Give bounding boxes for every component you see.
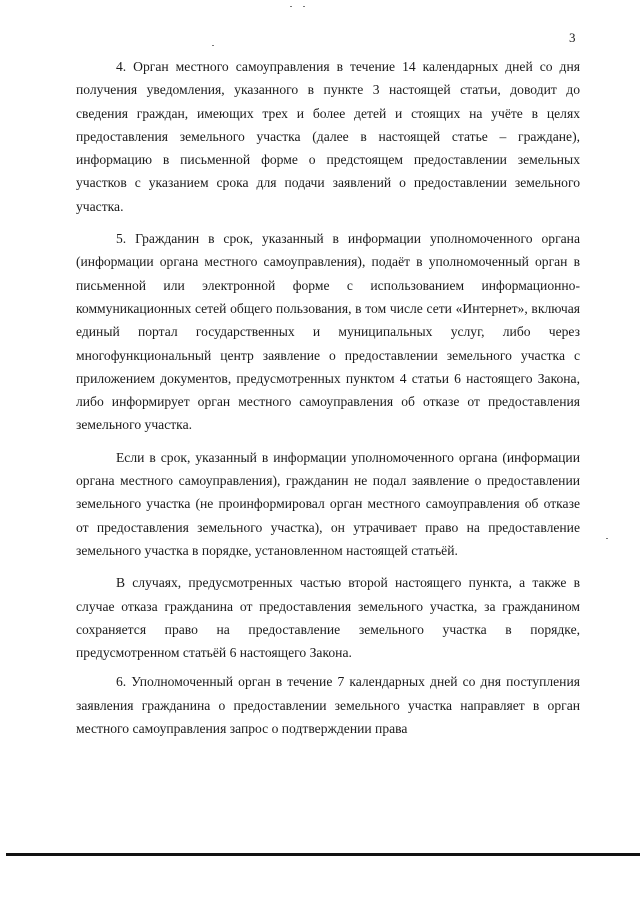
paragraph-failure-to-apply: Если в срок, указанный в информации уполномоченного органа (информации органа местного самоуправления), гражданин не подал заявление о предоставлении земельного участка (не проинформировал орган местного самоуправления об отказе от предоставления земельного участка), он утрачивает право на предоставление земельного участка в порядке, установленном настоящей статьёй. xyxy=(76,449,580,558)
paragraph-item-5: 5. Гражданин в срок, указанный в информации уполномоченного органа (информации органа местного самоуправления), подаёт в уполномоченный орган в письменной или электронной форме с использованием информационно-коммуникационных сетей общего пользования, в том числе сети «Интернет», включая единый портал государственных и муниципальных услуг, либо через многофункциональный центр заявление о предоставлении земельного участка с приложением документов, предусмотренных пунктом 4 статьи 6 настоящего Закона, либо информирует орган местного самоуправления об отказе от предоставления земельного участка. xyxy=(76,231,580,433)
scan-speck xyxy=(290,6,292,7)
paragraph-item-6: 6. Уполномоченный орган в течение 7 календарных дней со дня поступления заявления гражданина о предоставлении земельного участка направляет в орган местного самоуправления запрос о подтверждении права xyxy=(76,674,580,737)
page-number: 3 xyxy=(569,30,576,45)
bottom-rule xyxy=(6,853,640,856)
document-body xyxy=(76,55,580,740)
scan-speck xyxy=(606,538,608,539)
scan-speck xyxy=(212,45,214,46)
paragraph-item-4: 4. Орган местного самоуправления в течение 14 календарных дней со дня получения уведомления, указанного в пункте 3 настоящей статьи, доводит до сведения граждан, имеющих трех и более детей и стоящих на учёте в целях предоставления земельного участка (далее в настоящей статье – граждане), информацию в письменной форме о предстоящем предоставлении земельных участков с указанием срока для подачи заявлений о предоставлении земельного участка. xyxy=(76,59,580,214)
paragraph-retained-right: В случаях, предусмотренных частью второй настоящего пункта, а также в случае отказа гражданина от предоставления земельного участка, за гражданином сохраняется право на предоставление земельного участка в порядке, предусмотренном статьёй 6 настоящего Закона. xyxy=(76,575,580,661)
scan-speck xyxy=(303,6,305,7)
